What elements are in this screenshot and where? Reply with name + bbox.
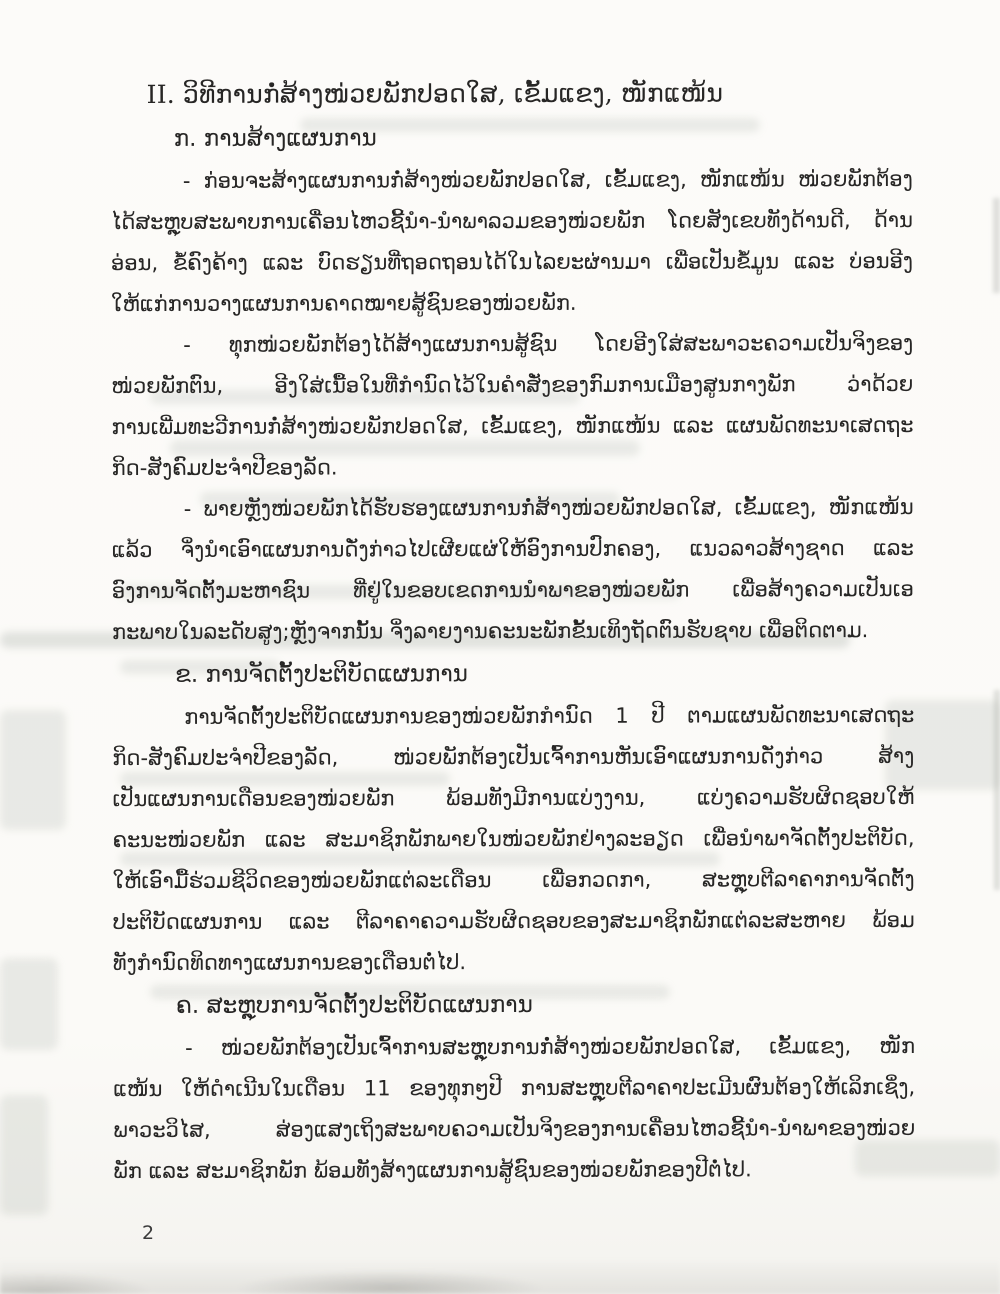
page-bottom-shadow [0, 1258, 1000, 1294]
paragraph-line: ການເພີ່ມທະວີການກໍ່ສ້າງໜ່ວຍພັກປອດໃສ, ເຂັ້ມແຂງ, ໜັກແໜ້ນ ແລະ ແຜນພັດທະນາເສດຖະ [111, 412, 914, 440]
paragraph [112, 487, 914, 653]
page-edge-shadow [994, 690, 1000, 890]
paragraph-line: ຄະນະໜ່ວຍພັກ ແລະ ສະມາຊິກພັກພາຍໃນໜ່ວຍພັກຢ່າງລະອຽດ ເພື່ອນຳພາຈັດຕັ້ງປະຕິບັດ, [112, 825, 915, 853]
page-edge-shadow [993, 198, 1000, 293]
paragraph-line: ກະພາບໃນລະດັບສູງ;ຫຼັງຈາກນັ້ນ ຈິ່ງລາຍງານຄະນະພັກຂັ້ນເທິງຖັດຕົນຮັບຊາບ ເພື່ອຕິດຕາມ. [111, 618, 869, 645]
paragraph-line: ໄດ້ສະຫຼຸບສະພາບການເຄື່ອນໄຫວຊີ້ນຳ-ນຳພາລວມຂອງໜ່ວຍພັກ ໂດຍສັງເຂບທັງດ້ານດີ, ດ້ານ [110, 207, 913, 235]
section-heading: ກ. ການສ້າງແຜນການ [173, 125, 377, 152]
paragraph [112, 695, 915, 984]
paragraph [111, 323, 913, 489]
paragraph-line: ແລ້ວ ຈິ່ງນຳເອົາແຜນການດັ່ງກ່າວໄປເຜີຍແຜ່ໃຫ້ອົງການປົກຄອງ, ແນວລາວສ້າງຊາດ ແລະ [111, 535, 914, 563]
paragraph-line: ໜ່ວຍພັກຕົນ, ອີງໃສ່ເນື້ອໃນທີ່ກຳນົດໄວ້ໃນຄຳສັ່ງຂອງກົມການເມືອງສູນກາງພັກ ວ່າດ້ວຍ [111, 371, 914, 399]
page-title: II. ວິທີການກໍ່ສ້າງໜ່ວຍພັກປອດໃສ, ເຂັ້ມແຂງ, ໜັກແໜ້ນ [146, 78, 724, 109]
document-content [111, 71, 916, 1192]
paragraph-line: ອົງການຈັດຕັ້ງມະຫາຊົນ ທີ່ຢູ່ໃນຂອບເຂດການນຳພາຂອງໜ່ວຍພັກ ເພື່ອສ້າງຄວາມເປັນເອ [111, 576, 914, 604]
paragraph [113, 1026, 915, 1192]
paragraph-line: - ໜ່ວຍພັກຕ້ອງເປັນເຈົ້າການສະຫຼຸບການກໍ່ສ້າງໜ່ວຍພັກປອດໃສ, ເຂັ້ມແຂງ, ໜັກ [185, 1033, 916, 1060]
paragraph-line: ໃຫ້ແກ່ການວາງແຜນການຄາດໝາຍສູ້ຊົນຂອງໜ່ວຍພັກ. [111, 290, 577, 317]
scan-artifact [0, 1095, 48, 1215]
paragraph-line: ປະຕິບັດແຜນການ ແລະ ຕີລາຄາຄວາມຮັບຜິດຊອບຂອງສະມາຊິກພັກແຕ່ລະສະຫາຍ ພ້ອມ [112, 907, 915, 935]
paragraph-line: ພາວະວິໄສ, ສ່ອງແສງເຖິງສະພາບຄວາມເປັນຈິງຂອງການເຄື່ອນໄຫວຊີ້ນຳ-ນຳພາຂອງໜ່ວຍ [113, 1115, 916, 1143]
scan-artifact [0, 958, 58, 1050]
scan-artifact [0, 710, 66, 830]
paragraph-line: ການຈັດຕັ້ງປະຕິບັດແຜນການຂອງໜ່ວຍພັກກຳນົດ 1 ປີ ຕາມແຜນພັດທະນາເສດຖະ [184, 702, 915, 729]
paragraph-line: ທັງກຳນົດທິດທາງແຜນການຂອງເດືອນຕໍ່ໄປ. [112, 950, 467, 976]
paragraph-line: ກິດ-ສັງຄົມປະຈຳປີຂອງລັດ. [111, 455, 338, 481]
paragraph [111, 159, 913, 325]
page-number: 2 [142, 1222, 155, 1244]
paragraph-line: - ພາຍຫຼັງໜ່ວຍພັກໄດ້ຮັບຮອງແຜນການກໍ່ສ້າງໜ່ວຍພັກປອດໃສ, ເຂັ້ມແຂງ, ໜັກແໜ້ນ [183, 494, 914, 521]
paragraph-line: - ທຸກໜ່ວຍພັກຕ້ອງໄດ້ສ້າງແຜນການສູ້ຊົນ ໂດຍອີງໃສ່ສະພາວະຄວາມເປັນຈິງຂອງ [183, 330, 914, 357]
section-heading: ຂ. ການຈັດຕັ້ງປະຕິບັດແຜນການ [175, 661, 468, 688]
paragraph-line: ໃຫ້ເອົາມື້ຮ່ວມຊີວິດຂອງໜ່ວຍພັກແຕ່ລະເດືອນ ເພື່ອກວດກາ, ສະຫຼຸບຕີລາຄາການຈັດຕັ້ງ [112, 866, 915, 894]
paragraph-line: - ກ່ອນຈະສ້າງແຜນການກໍ່ສ້າງໜ່ວຍພັກປອດໃສ, ເຂັ້ມແຂງ, ໜັກແໜ້ນ ໜ່ວຍພັກຕ້ອງ [182, 166, 913, 193]
paragraph-line: ອ່ອນ, ຂໍ້ຄົງຄ້າງ ແລະ ບົດຮຽນທີ່ຖອດຖອນໄດ້ໃນໄລຍະຜ່ານມາ ເພື່ອເປັນຂໍ້ມູນ ແລະ ບ່ອນອີງ [111, 248, 914, 276]
paragraph-line: ແໜ້ນ ໃຫ້ດຳເນີນໃນເດືອນ 11 ຂອງທຸກໆປີ ການສະຫຼຸບຕີລາຄາປະເມີນຜົນຕ້ອງໃຫ້ເລິກເຊິ່ງ, [113, 1074, 916, 1102]
paragraph-line: ກິດ-ສັງຄົມປະຈຳປີຂອງລັດ, ໜ່ວຍພັກຕ້ອງເປັນເຈົ້າການຫັນເອົາແຜນການດັ່ງກ່າວ ສ້າງ [112, 743, 915, 771]
section-heading: ຄ. ສະຫຼຸບການຈັດຕັ້ງປະຕິບັດແຜນການ [175, 991, 533, 1019]
paragraph-line: ພັກ ແລະ ສະມາຊິກພັກ ພ້ອມທັງສ້າງແຜນການສູ້ຊົນຂອງໜ່ວຍພັກຂອງປີຕໍ່ໄປ. [113, 1157, 752, 1184]
paragraph-line: ເປັນແຜນການເດືອນຂອງໜ່ວຍພັກ ພ້ອມທັງມີການແບ່ງງານ, ແບ່ງຄວາມຮັບຜິດຊອບໃຫ້ [112, 784, 915, 812]
